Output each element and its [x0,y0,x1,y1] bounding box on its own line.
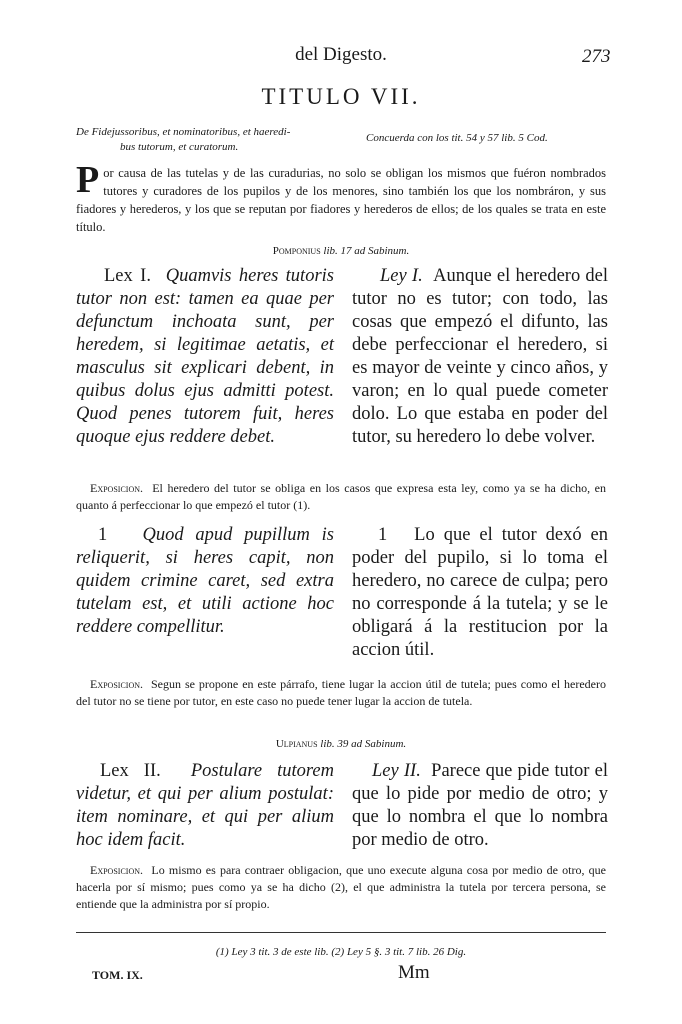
concordance-note: Concuerda con los tit. 54 y 57 lib. 5 Cod. [366,132,548,144]
intro-text: or causa de las tutelas y de las curadurias, no solo se obligan los mismos que fuéron nombrados tutores y curadores de los pupilos y de los menores, sino también los que los nombráron, y sus fiadores y herederos, y los que se reputan por fiadores y herederos de ellos; de los quales se trata en este título. [76,166,606,234]
law2-spanish-text: Parece que pide tutor el que lo pide por medio de otro; y que lo nombra el que lo nombra por medio de otro. [352,761,608,850]
law2-latin-text: Postulare tutorem videtur, et qui per alium postulat: item nominare, et qui per alium hoc idem facit. [76,761,334,850]
law1-spanish-text: Aunque el heredero del tutor no es tutor; con todo, las cosas que empezó el difunto, las debe perfeccionar el heredero, si es mayor de veinte y cinco años, y varon; en lo qual puede cometer dolo. Lo que estaba en poder del tutor, su heredero lo debe volver. [352,266,609,447]
intro-paragraph [76,159,606,236]
section-title: TITULO VII. [261,84,421,109]
source-ref: lib. 39 ad Sabinum. [320,738,407,750]
exposicion-1 [76,480,606,514]
drop-cap: P [76,159,100,201]
para1-latin-number: 1 [98,525,108,545]
para1-spanish-column [352,524,608,662]
law1-latin-column [76,265,334,449]
footnotes: (1) Ley 3 tit. 3 de este lib. (2) Ley 5 §. 3 tit. 7 lib. 26 Dig. [215,946,467,958]
exposicion-2 [76,676,606,710]
exposicion-text: Lo mismo es para contraer obligacion, que uno execute alguna cosa por medio de otro, que hacerla por sí mismo; pues como ya se ha dicho (2), el que administra la tutela por tercera persona, se entiende que la administra por sí propio. [76,863,606,911]
source-citation-ulpianus [0,738,682,750]
para1-latin-text: Quod apud pupillum is reliquerit, si heres capit, non quidem crimine caret, sed extra tutelam est, et utili actione hoc reddere compellitur. [76,525,335,637]
law1-latin-label: Lex I. [104,266,151,286]
running-title: del Digesto. [295,44,387,65]
para1-spanish-text: Lo que el tutor dexó en poder del pupilo, si lo toma el heredero, no carece de culpa; pero no corresponde á la tutela; y se le obligará á la restitucion por la accion útil. [352,525,609,660]
law2-latin-column [76,760,334,852]
footnote-rule [76,932,606,933]
law2-latin-label: Lex II. [100,761,161,781]
exposicion-text: Segun se propone en este párrafo, tiene lugar la accion útil de tutela; pues como el heredero del tutor no se tiene por tutor, en este caso no puede tener lugar la accion de tutela. [76,677,607,708]
latin-rubric-line1: De Fidejussoribus, et nominatoribus, et haeredi- [76,126,291,138]
para1-spanish-number: 1 [378,525,388,545]
exposicion-label: Exposicion. [90,481,144,495]
latin-rubric-line2: bus tutorum, et curatorum. [120,141,239,153]
exposicion-text: El heredero del tutor se obliga en los casos que expresa esta ley, como ya se ha dicho, en quanto á perfeccionar lo que empezó el tutor (1). [76,481,607,512]
source-citation-pomponius [0,245,682,257]
source-author: Pomponius [272,245,321,257]
law1-spanish-label: Ley I. [380,266,423,286]
exposicion-3 [76,862,606,913]
volume-mark: TOM. IX. [92,968,143,982]
source-ref: lib. 17 ad Sabinum. [323,245,410,257]
latin-rubric [76,125,356,155]
law1-latin-text: Quamvis heres tutoris tutor non est: tamen ea quae per defunctum inchoata sunt, per heredem, si legitimae aetatis, et masculus sit explicari debent, in quibus dolus ejus admitti potest. Quod penes tutorem fuit, heres quoque ejus reddere debet. [76,266,334,447]
exposicion-label: Exposicion. [90,677,144,691]
law2-spanish-label: Ley II. [372,761,421,781]
law2-spanish-column [352,760,608,852]
source-author: Ulpianus [275,738,318,750]
signature-mark: Mm [398,962,430,983]
page-number: 273 [582,46,611,67]
law1-spanish-column [352,265,608,449]
exposicion-label: Exposicion. [90,863,144,877]
para1-latin-column [76,524,334,639]
